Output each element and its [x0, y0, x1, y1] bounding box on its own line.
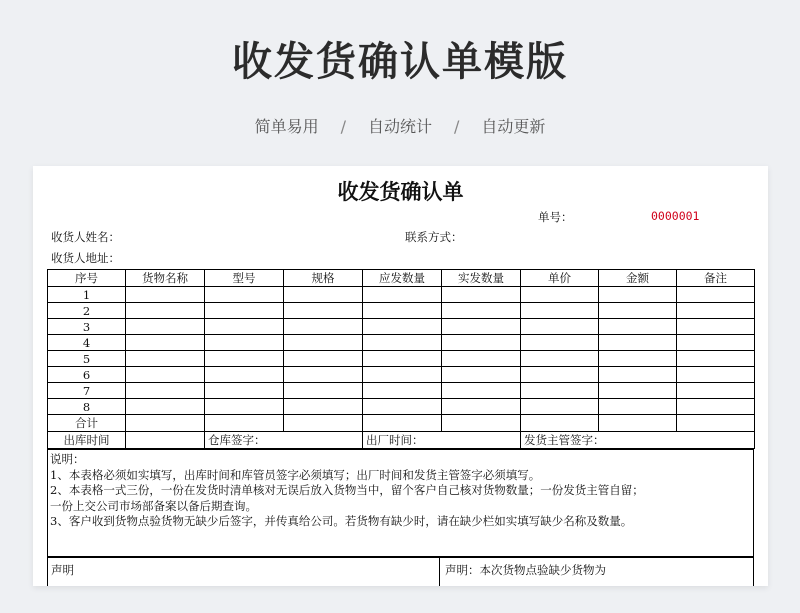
table-row	[48, 399, 755, 415]
row-number: 8	[48, 399, 126, 415]
table-cell[interactable]	[442, 415, 521, 432]
table-cell[interactable]	[677, 287, 755, 303]
contact-label: 联系方式：	[405, 230, 463, 244]
table-cell[interactable]	[363, 367, 442, 383]
document-sheet	[33, 166, 768, 586]
notes-heading: 说明：	[50, 452, 85, 466]
table-cell[interactable]	[205, 319, 284, 335]
table-cell[interactable]	[599, 383, 677, 399]
table-cell[interactable]	[521, 415, 599, 432]
table-cell[interactable]	[284, 303, 363, 319]
table-cell[interactable]	[599, 415, 677, 432]
row-number: 1	[48, 287, 126, 303]
table-cell[interactable]	[284, 319, 363, 335]
total-row	[48, 415, 755, 432]
table-cell[interactable]	[205, 351, 284, 367]
table-cell[interactable]	[126, 399, 205, 415]
table-cell[interactable]	[677, 319, 755, 335]
row-number: 3	[48, 319, 126, 335]
goods-table	[47, 269, 755, 449]
order-number-label: 单号：	[538, 210, 573, 224]
column-header: 序号	[48, 270, 126, 287]
column-header: 备注	[677, 270, 755, 287]
column-header: 型号	[205, 270, 284, 287]
declaration-row	[47, 556, 754, 586]
table-cell[interactable]	[363, 383, 442, 399]
warehouse-sign-field[interactable]: 仓库签字：	[205, 432, 363, 449]
note-line: 2、本表格一式三份，一份在发货时清单核对无误后放入货物当中，留个客户自己核对货物数量；一份发货主管自留；	[50, 483, 644, 497]
table-cell[interactable]	[284, 399, 363, 415]
table-cell[interactable]	[284, 335, 363, 351]
table-cell[interactable]	[363, 303, 442, 319]
table-cell[interactable]	[284, 383, 363, 399]
column-header: 单价	[521, 270, 599, 287]
tagline-separator: /	[340, 117, 346, 136]
tagline-item-auto-stats: 自动统计	[367, 117, 432, 136]
declaration-right: 声明：本次货物点验缺少货物为	[445, 563, 606, 577]
table-cell[interactable]	[284, 351, 363, 367]
note-line: 一份上交公司市场部备案以备后期查询。	[50, 498, 257, 513]
note-line: 3、客户收到货物点验货物无缺少后签字，并传真给公司。若货物有缺少时，请在缺少栏如实填写缺少名称及数量。	[50, 514, 633, 528]
table-cell[interactable]	[521, 351, 599, 367]
table-cell[interactable]	[126, 367, 205, 383]
table-cell[interactable]	[521, 287, 599, 303]
table-cell[interactable]	[599, 303, 677, 319]
row-number: 2	[48, 303, 126, 319]
tagline-item-easy: 简单易用	[254, 117, 319, 136]
table-cell[interactable]	[205, 415, 284, 432]
table-cell[interactable]	[205, 303, 284, 319]
table-cell[interactable]	[521, 399, 599, 415]
table-cell[interactable]	[677, 303, 755, 319]
table-row	[48, 335, 755, 351]
table-cell[interactable]	[599, 399, 677, 415]
table-cell[interactable]	[363, 335, 442, 351]
outbound-time-field[interactable]	[126, 432, 205, 449]
table-cell[interactable]	[442, 399, 521, 415]
total-label: 合计	[48, 415, 126, 432]
table-cell[interactable]	[599, 367, 677, 383]
table-cell[interactable]	[363, 399, 442, 415]
table-cell[interactable]	[284, 367, 363, 383]
table-row	[48, 287, 755, 303]
table-cell[interactable]	[442, 351, 521, 367]
table-row	[48, 351, 755, 367]
table-cell[interactable]	[442, 303, 521, 319]
table-cell[interactable]	[521, 303, 599, 319]
table-cell[interactable]	[521, 319, 599, 335]
table-cell[interactable]	[442, 367, 521, 383]
table-cell[interactable]	[599, 335, 677, 351]
column-header: 金额	[599, 270, 677, 287]
tagline-item-auto-update: 自动更新	[481, 117, 546, 136]
table-cell[interactable]	[442, 383, 521, 399]
table-cell[interactable]	[677, 351, 755, 367]
table-cell[interactable]	[521, 383, 599, 399]
table-cell[interactable]	[126, 415, 205, 432]
table-cell[interactable]	[677, 335, 755, 351]
table-cell[interactable]	[363, 351, 442, 367]
table-cell[interactable]	[126, 319, 205, 335]
table-cell[interactable]	[442, 335, 521, 351]
factory-time-field[interactable]: 出厂时间：	[363, 432, 521, 449]
table-cell[interactable]	[677, 399, 755, 415]
table-cell[interactable]	[126, 383, 205, 399]
form-title: 收发货确认单	[337, 179, 464, 204]
receiver-name-label: 收货人姓名：	[51, 230, 120, 244]
table-cell[interactable]	[205, 335, 284, 351]
table-cell[interactable]	[205, 287, 284, 303]
table-row	[48, 303, 755, 319]
column-header: 规格	[284, 270, 363, 287]
table-cell[interactable]	[521, 367, 599, 383]
row-number: 6	[48, 367, 126, 383]
table-cell[interactable]	[284, 415, 363, 432]
column-header: 实发数量	[442, 270, 521, 287]
table-row	[48, 383, 755, 399]
note-line: 1、本表格必须如实填写，出库时间和库管员签字必须填写；出厂时间和发货主管签字必须填写。	[50, 467, 541, 482]
table-cell[interactable]	[126, 335, 205, 351]
table-cell[interactable]	[599, 287, 677, 303]
table-cell[interactable]	[205, 367, 284, 383]
table-cell[interactable]	[521, 335, 599, 351]
table-cell[interactable]	[599, 351, 677, 367]
table-cell[interactable]	[363, 319, 442, 335]
row-number: 5	[48, 351, 126, 367]
table-cell[interactable]	[284, 287, 363, 303]
table-cell[interactable]	[205, 399, 284, 415]
table-cell[interactable]	[442, 287, 521, 303]
page-title: 收发货确认单模版	[232, 39, 568, 85]
table-cell[interactable]	[363, 287, 442, 303]
row-number: 7	[48, 383, 126, 399]
table-cell[interactable]	[126, 351, 205, 367]
table-cell[interactable]	[677, 415, 755, 432]
row-number: 4	[48, 335, 126, 351]
table-cell[interactable]	[599, 319, 677, 335]
column-header: 货物名称	[126, 270, 205, 287]
outbound-time-label: 出库时间	[48, 432, 126, 449]
declaration-left: 声明	[51, 563, 74, 577]
order-number-value[interactable]: 0000001	[651, 209, 700, 223]
tagline	[0, 114, 800, 137]
tagline-separator: /	[454, 117, 460, 136]
table-row	[48, 367, 755, 383]
table-cell[interactable]	[442, 319, 521, 335]
table-cell[interactable]	[126, 287, 205, 303]
table-cell[interactable]	[205, 383, 284, 399]
signature-row	[48, 432, 755, 449]
receiver-address-label: 收货人地址：	[51, 251, 120, 265]
column-header: 应发数量	[363, 270, 442, 287]
table-cell[interactable]	[677, 367, 755, 383]
shipping-supervisor-sign-field[interactable]: 发货主管签字：	[521, 432, 755, 449]
table-cell[interactable]	[363, 415, 442, 432]
table-row	[48, 319, 755, 335]
table-cell[interactable]	[677, 383, 755, 399]
table-header-row	[48, 270, 755, 287]
declaration-divider	[439, 558, 440, 586]
table-cell[interactable]	[126, 303, 205, 319]
